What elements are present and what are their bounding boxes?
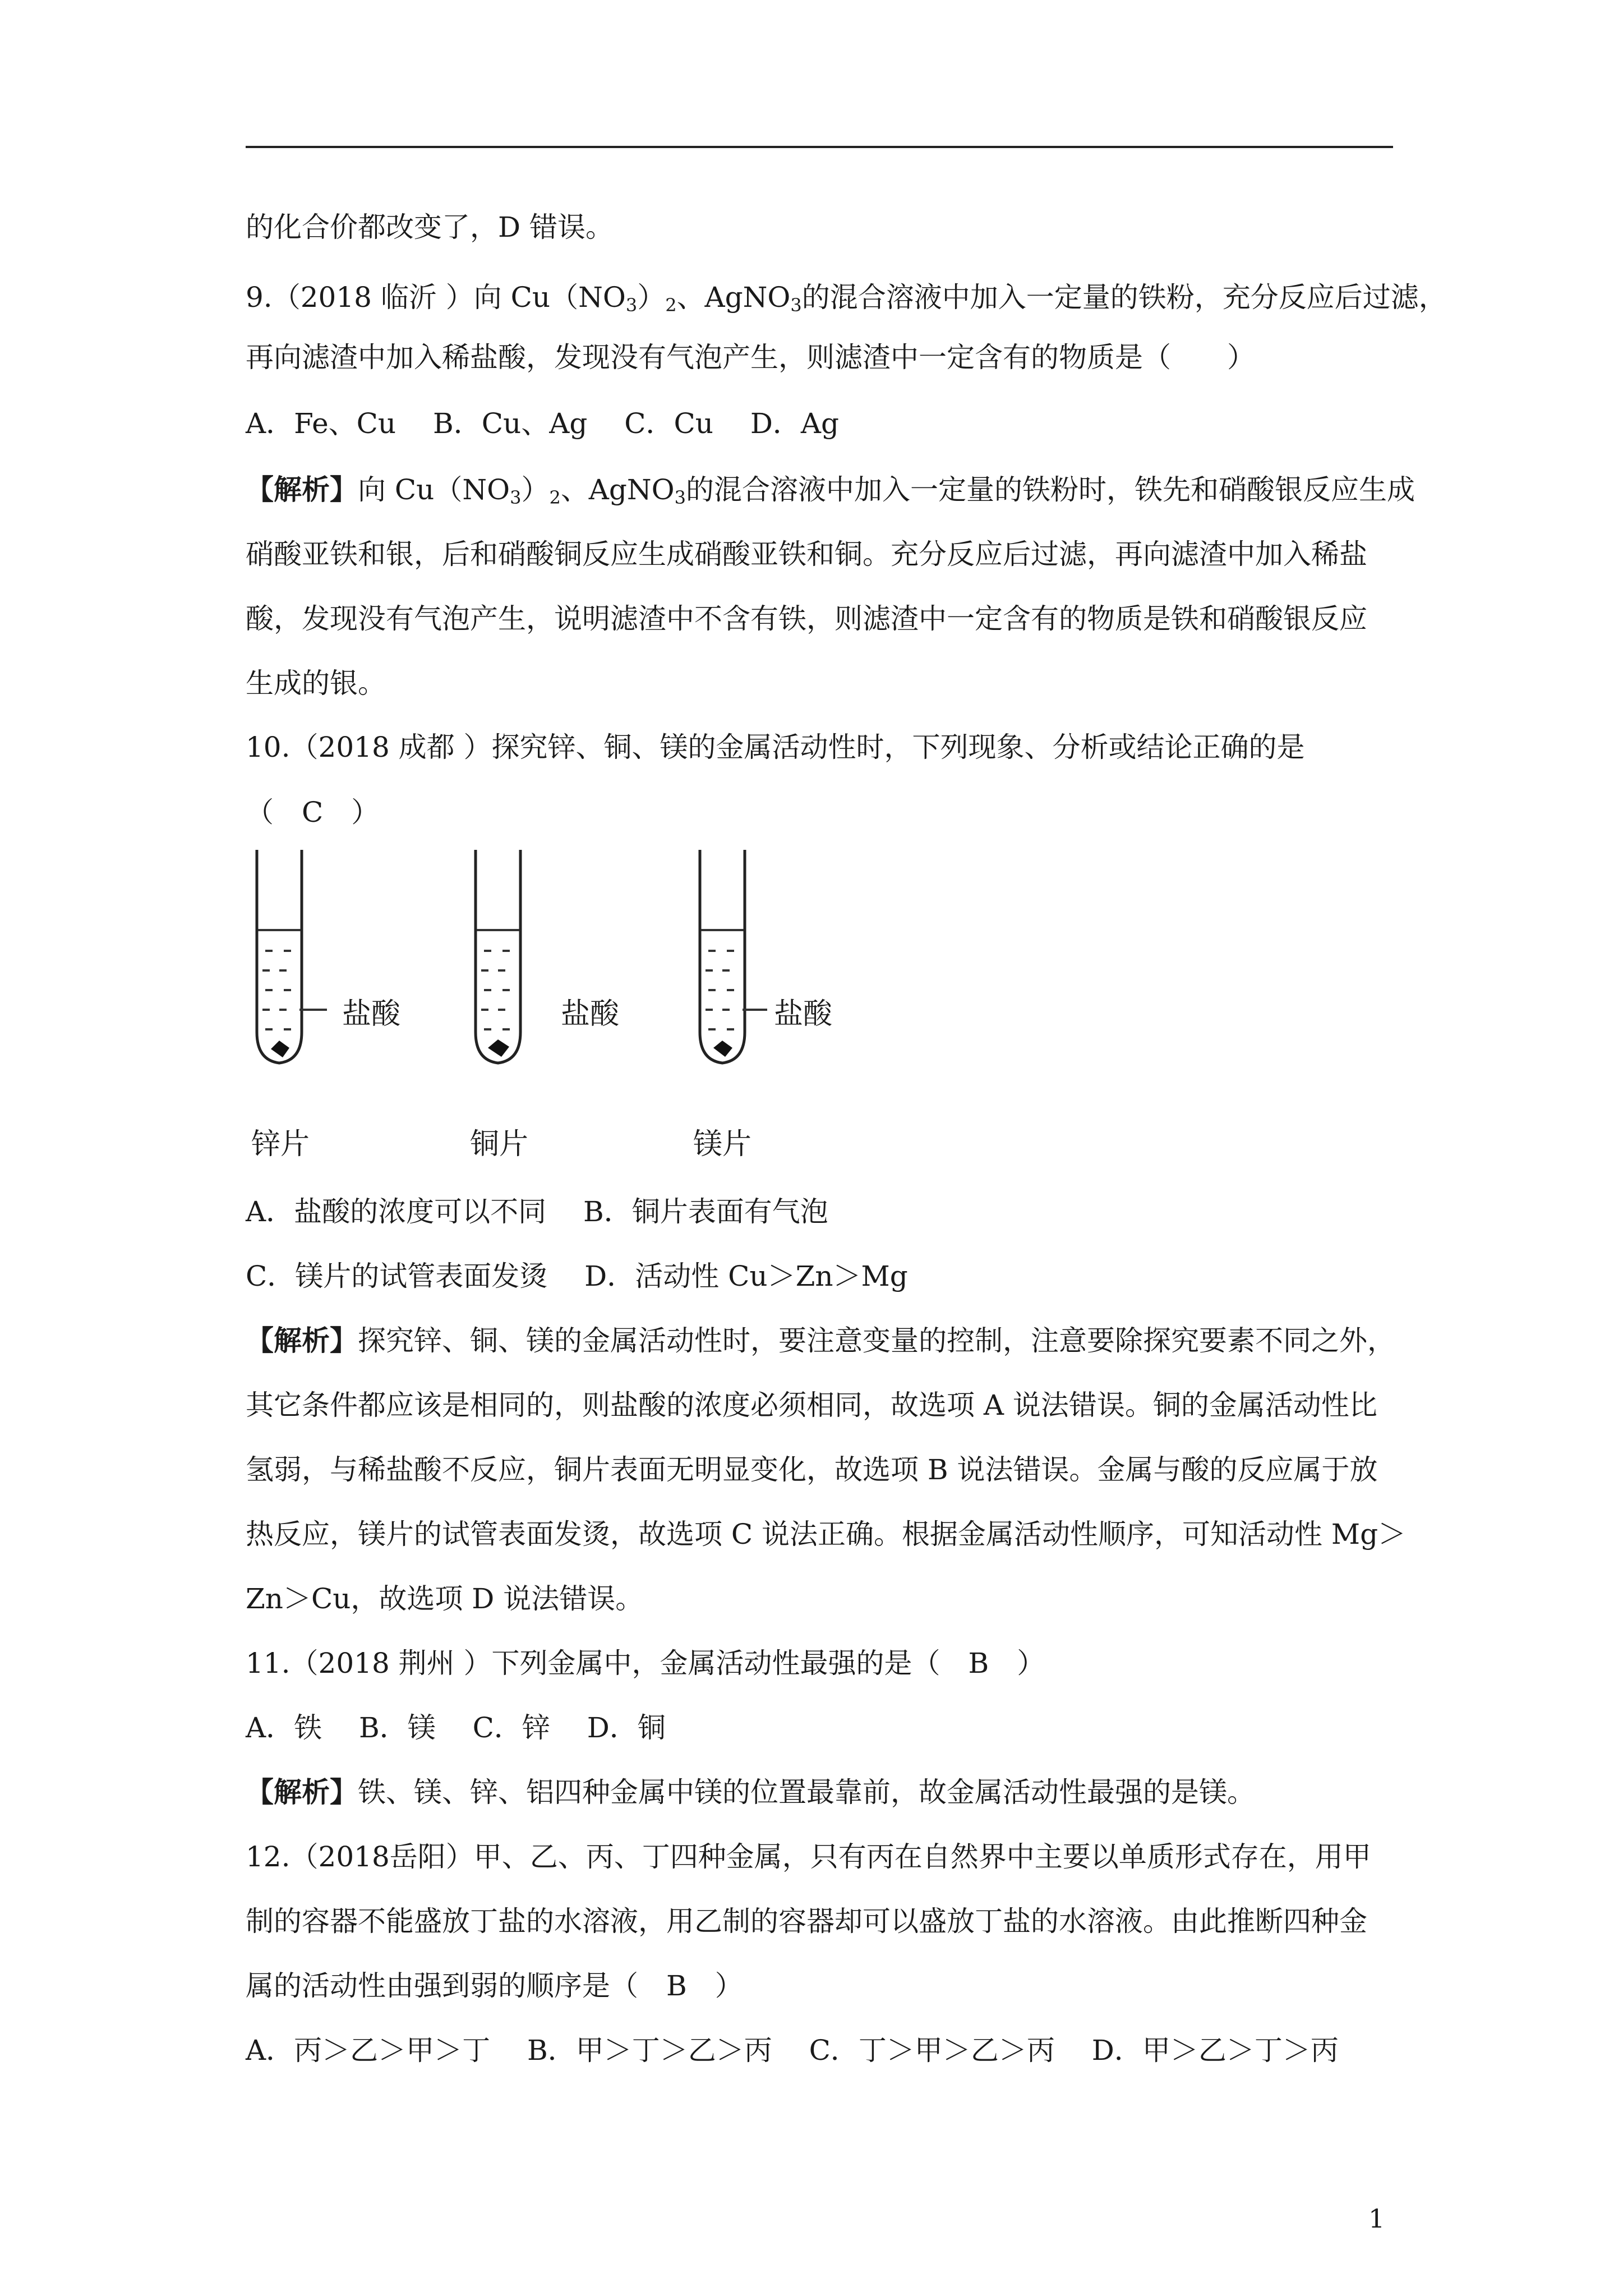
copper-tube xyxy=(476,850,520,1063)
question-9-options: A．Fe、Cu B．Cu、Ag C．Cu D．Ag xyxy=(246,407,840,440)
question-12-line-1: 12.（2018岳阳）甲、乙、丙、丁四种金属，只有丙在自然界中主要以单质形式存在，用甲 xyxy=(246,1841,1371,1873)
copper-strip xyxy=(488,1039,509,1057)
question-9-line-1: 9.（2018 临沂 ）向 $Cu(NO_3)_2$、AgNO$_3$的混合溶液中加入一定量的铁粉，充分反应后过滤， xyxy=(246,281,1447,316)
zinc-strip xyxy=(271,1041,289,1057)
test-tube-figure xyxy=(246,847,891,1161)
analysis-10-line-5: Zn＞Cu，故选项 D 说法错误。 xyxy=(246,1582,644,1615)
tube-label-magnesium: 镁片 xyxy=(693,1128,752,1161)
acid-label-2: 盐酸 xyxy=(561,997,620,1031)
magnesium-strip xyxy=(713,1041,732,1057)
question-10-options-1: A．盐酸的浓度可以不同 B．铜片表面有气泡 xyxy=(246,1195,828,1228)
analysis-9-line-2: 硝酸亚铁和银，后和硝酸铜反应生成硝酸亚铁和铜。充分反应后过滤，再向滤渣中加入稀盐 xyxy=(246,538,1367,570)
question-12-line-2: 制的容器不能盛放丁盐的水溶液，用乙制的容器却可以盛放丁盐的水溶液。由此推断四种金 xyxy=(246,1905,1367,1938)
analysis-9-line-3: 酸，发现没有气泡产生，说明滤渣中不含有铁，则滤渣中一定含有的物质是铁和硝酸银反应 xyxy=(246,602,1367,635)
analysis-9-line-1: 【解析】向 $Cu(NO_3)_2$、AgNO$_3$的混合溶液中加入一定量的铁粉时，铁先和硝酸银反应生成 xyxy=(246,473,1415,508)
question-9-line-2: 再向滤渣中加入稀盐酸，发现没有气泡产生，则滤渣中一定含有的物质是（ ） xyxy=(246,341,1255,374)
analysis-10-line-4: 热反应，镁片的试管表面发烫，故选项 C 说法正确。根据金属活动性顺序，可知活动性 Mg＞ xyxy=(246,1518,1407,1550)
page-number: 1 xyxy=(1368,2203,1385,2234)
question-11-line-1: 11.（2018 荆州 ）下列金属中，金属活动性最强的是（ B ） xyxy=(246,1647,1045,1680)
analysis-10-line-2: 其它条件都应该是相同的，则盐酸的浓度必须相同，故选项 A 说法错误。铜的金属活动性比 xyxy=(246,1389,1377,1421)
header-rule xyxy=(246,146,1393,148)
analysis-10-line-1: 【解析】探究锌、铜、镁的金属活动性时，要注意变量的控制，注意要除探究要素不同之外， xyxy=(246,1324,1395,1357)
analysis-10-line-3: 氢弱，与稀盐酸不反应，铜片表面无明显变化，故选项 B 说法错误。金属与酸的反应属于放 xyxy=(246,1453,1378,1486)
question-10-options-2: C．镁片的试管表面发烫 D．活动性 Cu＞Zn＞Mg xyxy=(246,1260,908,1292)
question-10-line-2: （ C ） xyxy=(246,796,380,829)
magnesium-tube xyxy=(700,850,745,1063)
analysis-9-line-4: 生成的银。 xyxy=(246,667,386,700)
magnesium-tube-liquid xyxy=(701,930,767,1029)
tube-label-copper: 铜片 xyxy=(470,1128,529,1161)
copper-tube-liquid xyxy=(477,930,519,1029)
acid-label-3: 盐酸 xyxy=(774,997,833,1031)
question-12-options: A．丙＞乙＞甲＞丁 B．甲＞丁＞乙＞丙 C．丁＞甲＞乙＞丙 D．甲＞乙＞丁＞丙 xyxy=(246,2034,1339,2067)
analysis-11-line-1: 【解析】铁、镁、锌、铝四种金属中镁的位置最靠前，故金属活动性最强的是镁。 xyxy=(246,1775,1255,1809)
text-line: 的化合价都改变了，D 错误。 xyxy=(246,211,614,243)
question-12-line-3: 属的活动性由强到弱的顺序是（ B ） xyxy=(246,1970,743,2002)
question-10-line-1: 10.（2018 成都 ）探究锌、铜、镁的金属活动性时，下列现象、分析或结论正确的是 xyxy=(246,731,1305,763)
question-11-options: A．铁 B．镁 C．锌 D．铜 xyxy=(246,1711,666,1744)
acid-label-1: 盐酸 xyxy=(342,997,401,1031)
zinc-tube-liquid xyxy=(258,930,327,1029)
test-tubes-illustration xyxy=(246,847,891,1083)
zinc-tube xyxy=(257,850,302,1063)
tube-label-zinc: 锌片 xyxy=(251,1128,310,1161)
